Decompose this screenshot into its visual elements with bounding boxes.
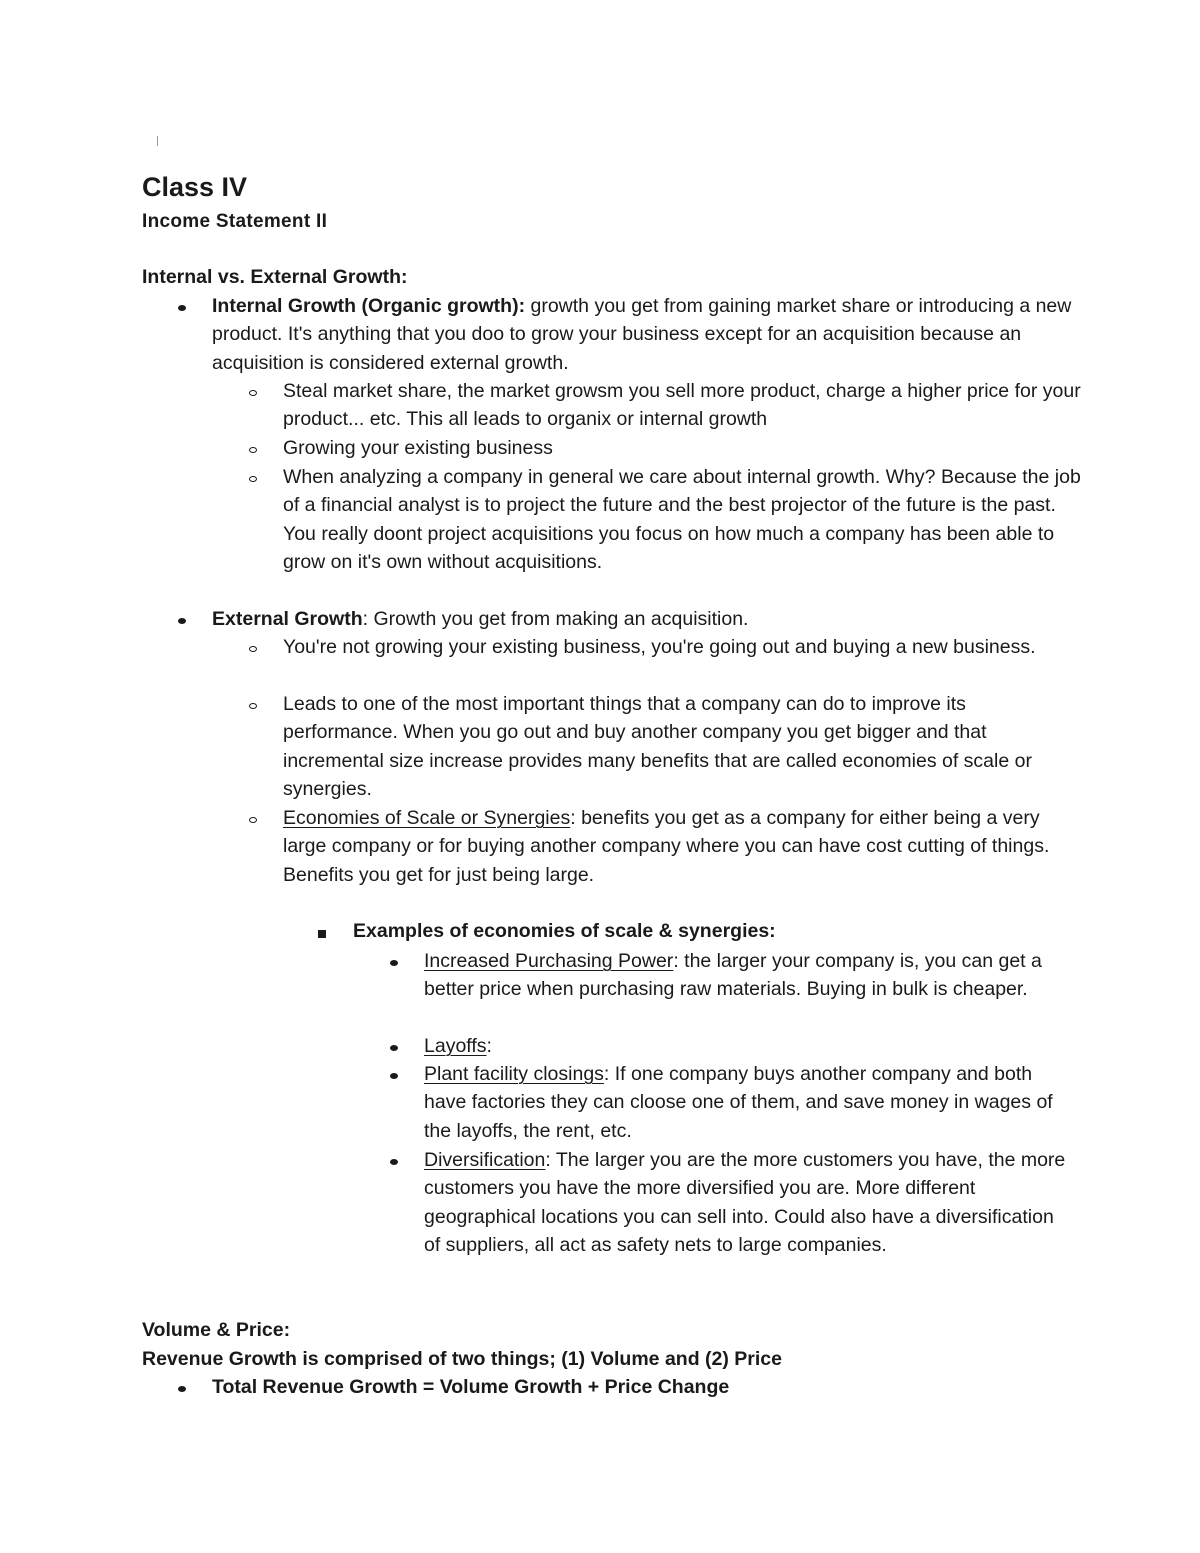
list-item-external-growth <box>212 605 1092 633</box>
list-item-external-sub-1: You're not growing your existing business, you're going out and buying a new business. <box>283 636 1036 658</box>
term-internal-growth: Internal Growth (Organic growth): <box>212 295 526 317</box>
bullet-disc-icon <box>178 305 186 311</box>
list-item-external-sub-2: Leads to one of the most important things that a company can do to improve its performance. When you go out and buy another company you get bigger and that incremental size increase provides many benefits that are called economies of scale or synergies. <box>283 693 1032 801</box>
bullet-square-icon <box>318 930 326 938</box>
external-growth-text: : Growth you get from making an acquisition. <box>362 608 749 630</box>
example-item-diversification <box>424 1146 1074 1260</box>
diversification-text: : The larger you are the more customers you have, the more customers you have the more diversified you are. More different geographical locations you can sell into. Could also have a diversification of suppliers, all act as safety nets to large companies. <box>424 1149 1066 1257</box>
layoffs-text: : <box>486 1035 492 1057</box>
term-external-growth: External Growth <box>212 608 363 630</box>
page-tick-mark <box>157 136 158 146</box>
bullet-circle-icon <box>249 447 257 453</box>
purchasing-power-text: : the larger your company is, you can get a better price when purchasing raw materials. Buying in bulk is cheaper. <box>424 950 1042 1001</box>
example-item-purchasing-power <box>424 947 1074 1004</box>
list-item-internal-sub-1: Steal market share, the market growsm you sell more product, charge a higher price for your product... etc. This all leads to organix or internal growth <box>283 380 1081 431</box>
examples-heading: Examples of economies of scale & synergies: <box>353 920 776 942</box>
list-item-internal-sub-3: When analyzing a company in general we care about internal growth. Why? Because the job of a financial analyst is to project the future and the best projector of the future is the past. You really doont project acquisitions you focus on how much a company has been able to grow on it's own without acquisitions. <box>283 466 1081 574</box>
bullet-disc-icon <box>178 618 186 624</box>
bullet-circle-icon <box>249 646 257 652</box>
bullet-disc-icon <box>390 960 398 966</box>
bullet-disc-icon <box>178 1386 186 1392</box>
document-subtitle: Income Statement II <box>142 211 328 232</box>
bullet-circle-icon <box>249 390 257 396</box>
bullet-circle-icon <box>249 703 257 709</box>
term-plant-closings: Plant facility closings <box>424 1063 604 1085</box>
section-heading-growth: Internal vs. External Growth: <box>142 266 408 288</box>
list-item-internal-growth <box>212 292 1092 377</box>
term-purchasing-power: Increased Purchasing Power <box>424 950 674 972</box>
bullet-disc-icon <box>390 1159 398 1165</box>
list-item-internal-sub-2: Growing your existing business <box>283 437 553 459</box>
list-item-revenue-formula: Total Revenue Growth = Volume Growth + Price Change <box>212 1376 730 1398</box>
bullet-disc-icon <box>390 1073 398 1079</box>
plant-closings-text: : If one company buys another company and both have factories they can cloose one of them, and save money in wages of the layoffs, the rent, etc. <box>424 1063 1053 1142</box>
internal-growth-text: growth you get from gaining market share or introducing a new product. It's anything that you doo to grow your business except for an acquisition because an acquisition is considered external growth. <box>212 295 1072 374</box>
example-item-layoffs <box>424 1032 1074 1060</box>
example-item-plant-closings <box>424 1060 1074 1145</box>
section-heading-volume-price: Volume & Price: <box>142 1319 291 1341</box>
economies-of-scale-text: : benefits you get as a company for either being a very large company or for buying another company where you can have cost cutting of things. Benefits you get for just being large. <box>283 807 1050 886</box>
term-economies-of-scale: Economies of Scale or Synergies <box>283 807 571 829</box>
revenue-growth-statement: Revenue Growth is comprised of two things; (1) Volume and (2) Price <box>142 1348 782 1370</box>
term-diversification: Diversification <box>424 1149 546 1171</box>
bullet-circle-icon <box>249 476 257 482</box>
term-layoffs: Layoffs <box>424 1035 487 1057</box>
list-item-economies-of-scale <box>283 804 1083 889</box>
bullet-disc-icon <box>390 1045 398 1051</box>
document-title: Class IV <box>142 172 248 202</box>
bullet-circle-icon <box>249 817 257 823</box>
